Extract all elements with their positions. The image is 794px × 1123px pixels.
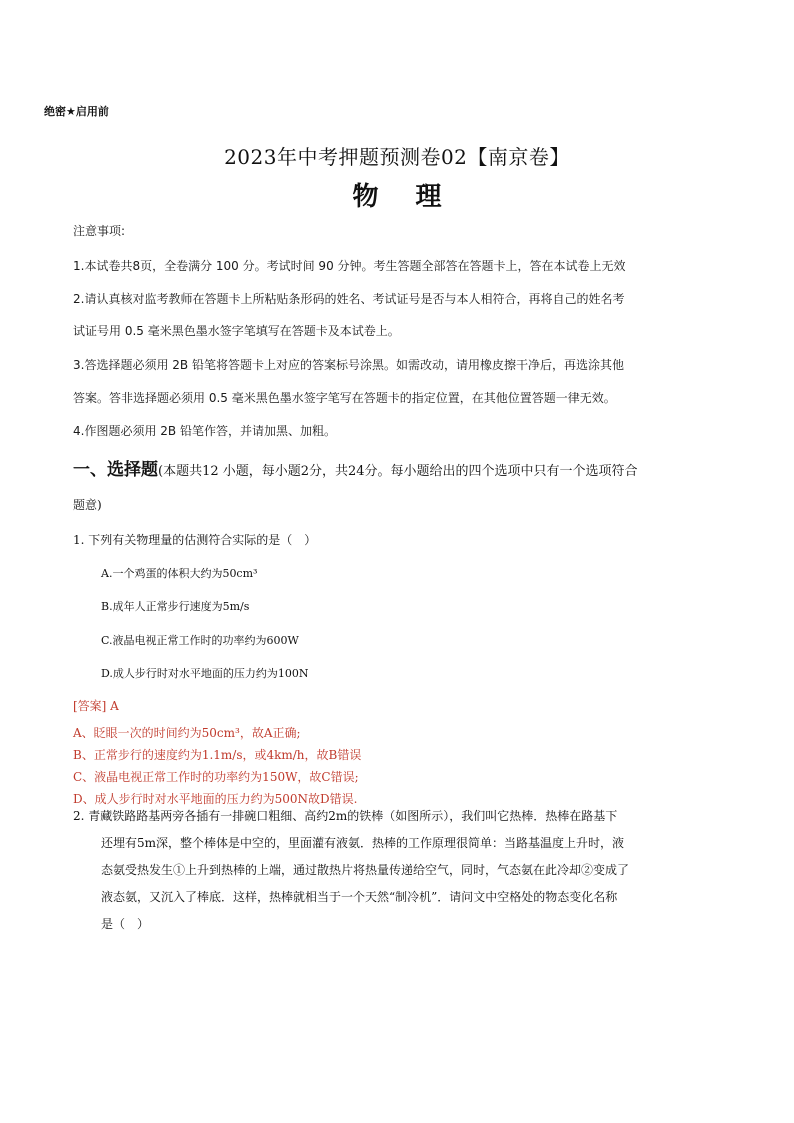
question-1-answer: [答案] A [73, 699, 119, 713]
question-1-option-a: A.一个鸡蛋的体积大约为50cm³ [101, 567, 258, 580]
section-heading-continuation: 题意) [73, 498, 102, 512]
question-1-stem: 1. 下列有关物理量的估测符合实际的是（ ） [73, 533, 317, 547]
section-heading-desc: (本题共12 小题，每小题2分，共24分。每小题给出的四个选项中只有一个选项符合 [158, 464, 638, 479]
question-2-line: 还埋有5m深，整个棒体是中空的，里面灌有液氨．热棒的工作原理很简单：当路基温度上升时，液 [101, 836, 625, 850]
question-2-line: 态氨受热发生①上升到热棒的上端，通过散热片将热量传递给空气，同时，气态氨在此冷却②变成了 [101, 863, 630, 877]
question-2-line: 是（ ） [101, 917, 150, 931]
question-1-explanation: A、眨眼一次的时间约为50cm³，故A正确; [73, 726, 301, 740]
note-line: 3.答选择题必须用 2B 铅笔将答题卡上对应的答案标号涂黑。如需改动，请用橡皮擦干净后，再选涂其他 [73, 358, 624, 372]
section-heading [73, 455, 638, 480]
question-1-explanation: C、液晶电视正常工作时的功率约为150W，故C错误; [73, 770, 359, 784]
question-1-option-b: B.成年人正常步行速度为5m/s [101, 600, 250, 613]
question-1-option-d: D.成人步行时对水平地面的压力约为100N [101, 667, 309, 680]
exam-title: 2023年中考押题预测卷02【南京卷】 [224, 145, 570, 169]
note-line: 试证号用 0.5 毫米黑色墨水签字笔填写在答题卡及本试卷上。 [73, 324, 400, 338]
question-1-explanation: D、成人步行时对水平地面的压力约为500N故D错误. [73, 792, 358, 806]
section-heading-main: 一、选择题 [73, 460, 158, 480]
question-1-explanation: B、正常步行的速度约为1.1m/s，或4km/h，故B错误 [73, 748, 362, 762]
note-line: 2.请认真核对监考教师在答题卡上所粘贴条形码的姓名、考试证号是否与本人相符合，再将自己的姓名考 [73, 292, 625, 306]
notes-heading: 注意事项: [73, 224, 126, 238]
note-line: 4.作图题必须用 2B 铅笔作答，并请加黑、加粗。 [73, 424, 336, 438]
question-2-line: 2. 青藏铁路路基两旁各插有一排碗口粗细、高约2m的铁棒（如图所示），我们叫它热棒．热棒在路基下 [73, 809, 618, 823]
subject-title: 物 理 [352, 182, 456, 212]
note-line: 答案。答非选择题必须用 0.5 毫米黑色墨水签字笔写在答题卡的指定位置，在其他位置答题一律无效。 [73, 391, 616, 405]
note-line: 1.本试卷共8页，全卷满分 100 分。考试时间 90 分钟。考生答题全部答在答题卡上，答在本试卷上无效 [73, 259, 626, 273]
confidential-label: 绝密★启用前 [44, 105, 109, 118]
question-1-option-c: C.液晶电视正常工作时的功率约为600W [101, 634, 299, 647]
question-2-line: 液态氨，又沉入了棒底．这样，热棒就相当于一个天然“制冷机”．请问文中空格处的物态变化名称 [101, 890, 618, 904]
